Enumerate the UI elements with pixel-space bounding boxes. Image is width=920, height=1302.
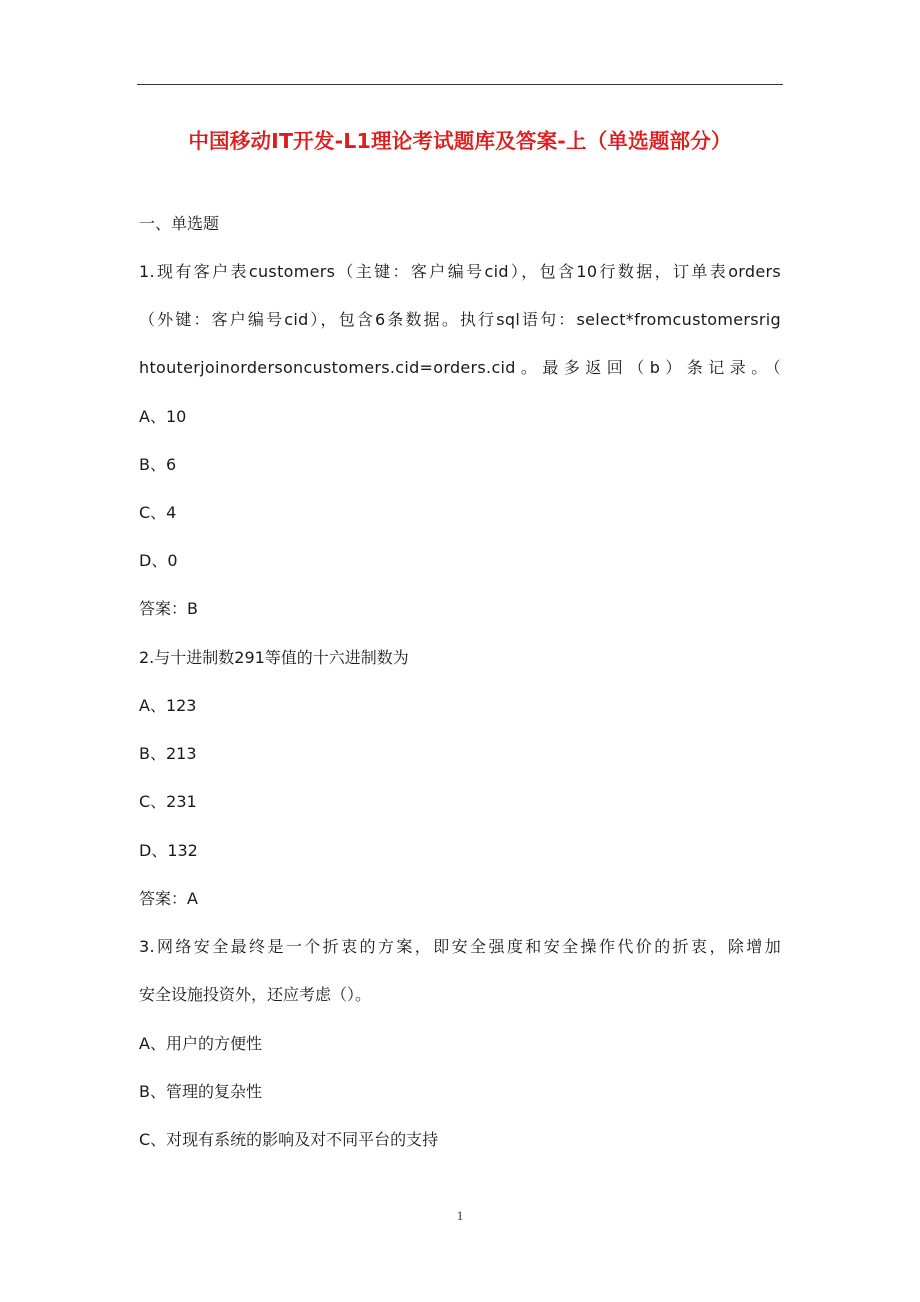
question-3-option-a: A、用户的方便性 xyxy=(139,1034,262,1053)
question-1-stem-line-1: 1.现有客户表customers（主键：客户编号cid），包含10行数据，订单表orders xyxy=(139,262,781,281)
question-2-stem-line-1: 2.与十进制数291等值的十六进制数为 xyxy=(139,648,409,667)
question-2-option-c: C、231 xyxy=(139,792,197,811)
document-title: 中国移动IT开发-L1理论考试题库及答案-上（单选题部分） xyxy=(188,129,732,153)
question-2-option-d: D、132 xyxy=(139,841,198,860)
question-3-stem-line-1: 3.网络安全最终是一个折衷的方案，即安全强度和安全操作代价的折衷，除增加 xyxy=(139,937,781,956)
question-2-option-a: A、123 xyxy=(139,696,197,715)
question-1-option-a: A、10 xyxy=(139,407,187,426)
question-1-stem-line-2: （外键：客户编号cid），包含6条数据。执行sql语句：select*fromcustomersrig xyxy=(139,310,781,329)
section-heading: 一、单选题 xyxy=(139,214,220,233)
question-1-answer: 答案：B xyxy=(139,599,198,618)
question-2-answer: 答案：A xyxy=(139,889,198,908)
question-2-option-b: B、213 xyxy=(139,744,197,763)
question-3-stem-line-2: 安全设施投资外，还应考虑（）。 xyxy=(139,985,372,1004)
question-1-option-b: B、6 xyxy=(139,455,177,474)
question-3-option-c: C、对现有系统的影响及对不同平台的支持 xyxy=(139,1130,439,1149)
question-3-option-b: B、管理的复杂性 xyxy=(139,1082,262,1101)
question-1-stem-line-3: htouterjoinordersoncustomers.cid=orders.cid。最多返回（b）条记录。（ xyxy=(139,358,781,377)
header-rule xyxy=(137,84,783,85)
page-number: 1 xyxy=(456,1208,464,1223)
question-1-option-d: D、0 xyxy=(139,551,178,570)
question-1-option-c: C、4 xyxy=(139,503,177,522)
